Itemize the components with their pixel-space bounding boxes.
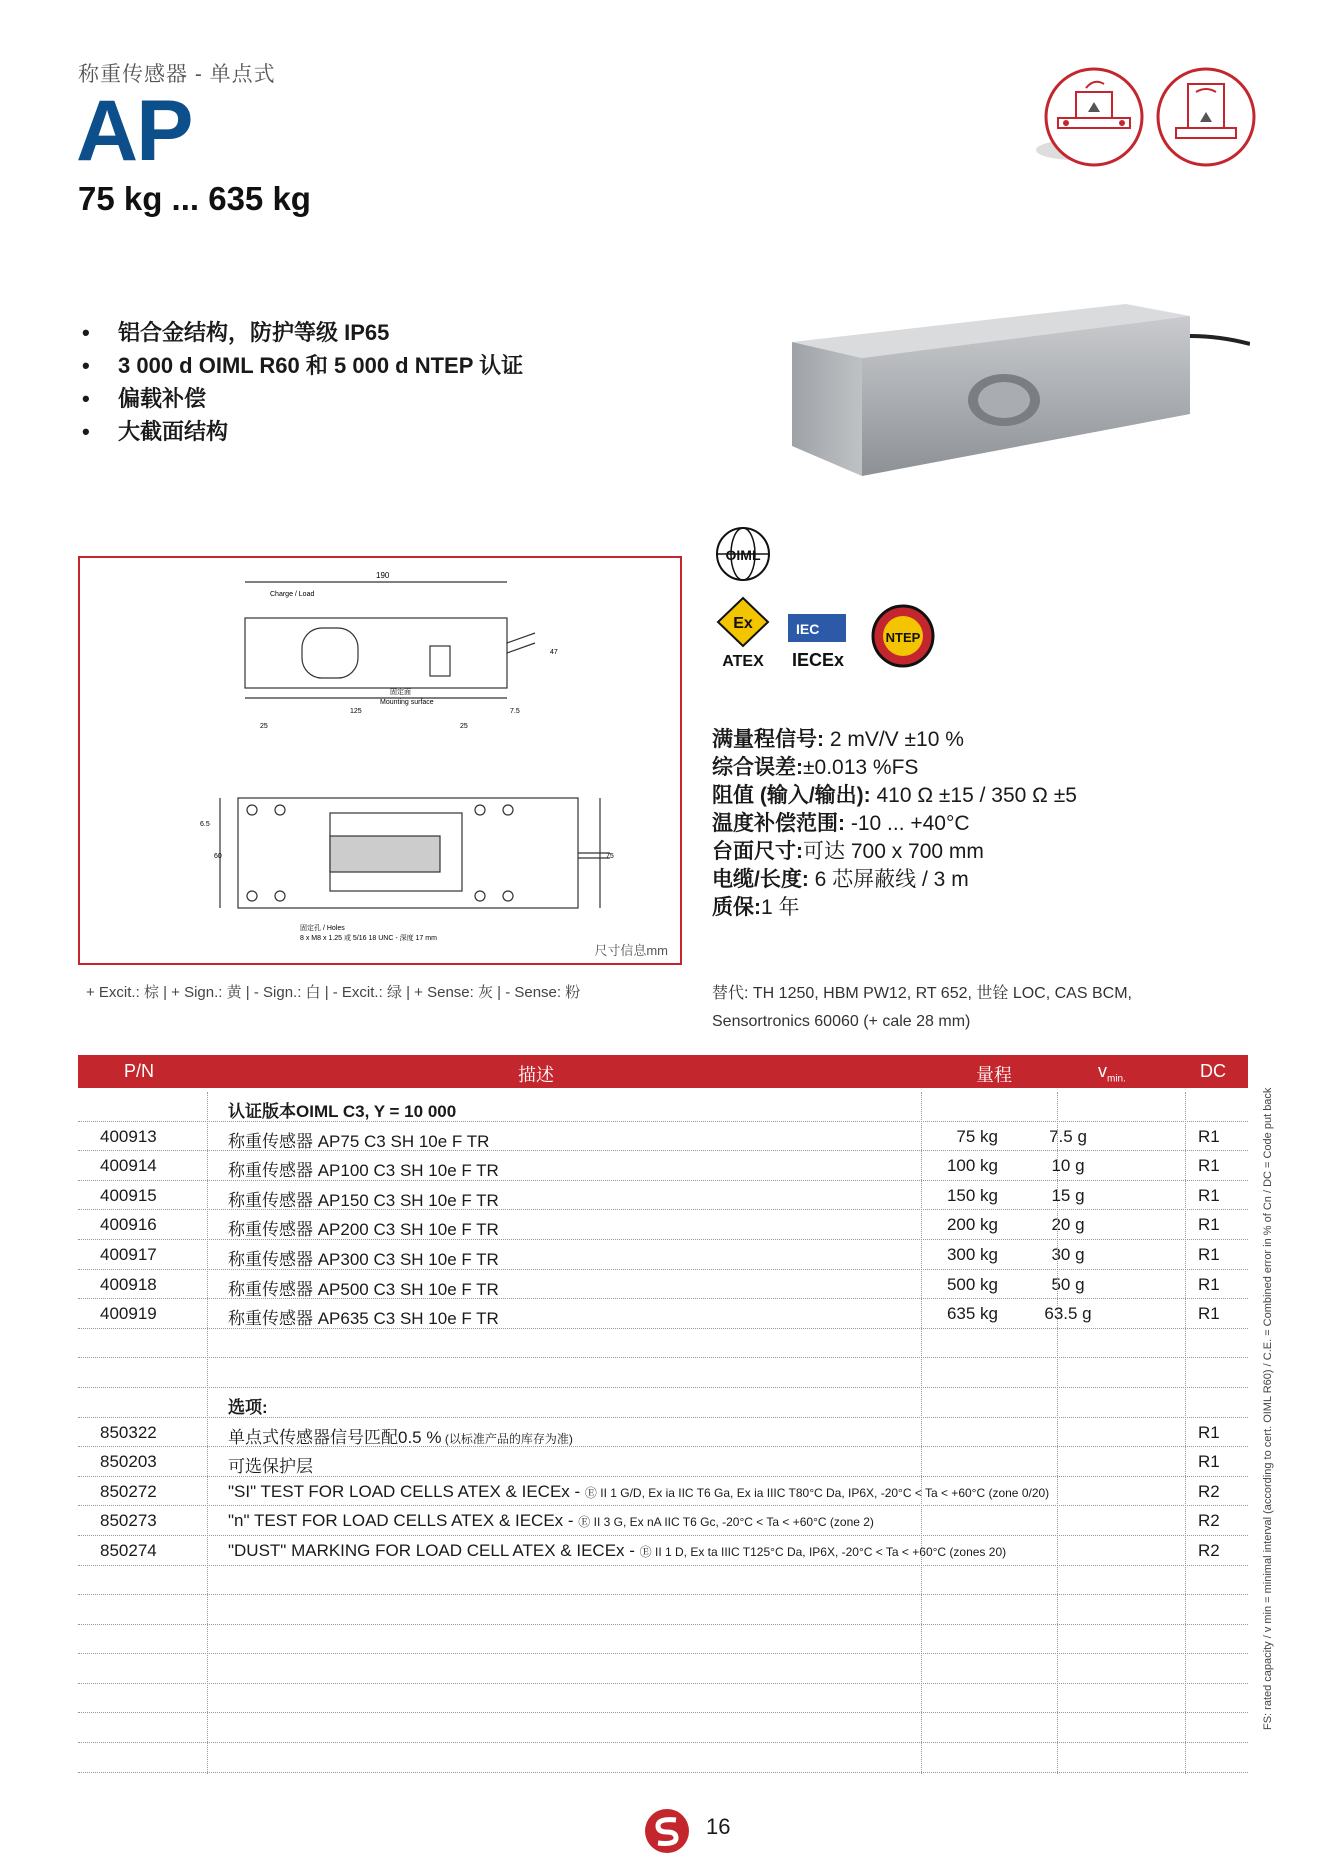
table-row (78, 1299, 1248, 1329)
cell-capacity: 200 kg (946, 1215, 998, 1235)
dim-mount-en: Mounting surface (380, 699, 434, 706)
table-row (78, 1329, 1248, 1359)
cell-description: 称重传感器 AP150 C3 SH 10e F TR (228, 1190, 499, 1210)
cell-description: 称重传感器 AP200 C3 SH 10e F TR (228, 1220, 499, 1240)
cell-description: 称重传感器 AP635 C3 SH 10e F TR (228, 1309, 499, 1329)
certification-logos (708, 524, 978, 674)
table-row (78, 1447, 1248, 1477)
table-header (78, 1055, 1248, 1088)
iec-label: IEC (796, 621, 820, 637)
company-logo (644, 1808, 690, 1854)
cell-capacity: 300 kg (946, 1244, 998, 1264)
dim-length: 190 (376, 571, 390, 580)
cell-vmin: 7.5 g (1049, 1126, 1087, 1146)
cell-capacity: 100 kg (946, 1156, 998, 1176)
cell-description: 称重传感器 AP75 C3 SH 10e F TR (228, 1131, 490, 1151)
table-row (78, 1388, 1248, 1418)
cell-dc: R1 (1198, 1244, 1220, 1264)
table-row (78, 1506, 1248, 1536)
header-dc: DC (1200, 1061, 1226, 1081)
cell-description: 选项: (228, 1397, 268, 1417)
page-number: 16 (706, 1814, 731, 1839)
spec-row: 温度补偿范围: -10 ... +40°C (712, 812, 970, 835)
feature-item: • 3 000 d OIML R60 和 5 000 d NTEP 认证 (82, 349, 523, 382)
cell-vmin: 10 g (1051, 1156, 1085, 1176)
cell-dc: R2 (1198, 1481, 1220, 1501)
cell-description-detail: Ⓔ II 1 D, Ex ta IIIC T125°C Da, IP6X, -20°C < Ta < +60°C (zones 20) (639, 1544, 1007, 1559)
feature-item: • 大截面结构 (82, 415, 523, 448)
cell-dc: R2 (1198, 1511, 1220, 1531)
column-divider (921, 1092, 922, 1774)
cell-pn: 400914 (100, 1156, 157, 1176)
cell-pn: 400917 (100, 1244, 157, 1264)
iecex-logo (788, 614, 846, 670)
dim-25b: 25 (460, 723, 468, 730)
table-row (78, 1270, 1248, 1300)
table-row (78, 1151, 1248, 1181)
cell-description-detail: (以标准产品的库存为准) (441, 1431, 573, 1446)
ntep-logo (873, 606, 933, 666)
cell-capacity: 75 kg (956, 1126, 998, 1146)
cell-pn: 850273 (100, 1511, 157, 1531)
column-divider (1057, 1092, 1058, 1774)
cell-description: 称重传感器 AP100 C3 SH 10e F TR (228, 1161, 499, 1181)
cell-pn: 850272 (100, 1481, 157, 1501)
cell-dc: R2 (1198, 1540, 1220, 1560)
cell-vmin: 63.5 g (1044, 1304, 1092, 1324)
capacity-range: 75 kg ... 635 kg (78, 180, 311, 217)
table-row (78, 1358, 1248, 1388)
table-row (78, 1654, 1248, 1684)
cell-capacity: 635 kg (946, 1304, 998, 1324)
side-footnote: FS: rated capacity / v min = minimal interval (according to cert. OIML R60) / C.E. = Combined error in % of Cn / DC = Code put back (1262, 1087, 1274, 1730)
dim-125: 125 (350, 708, 362, 715)
cell-dc: R1 (1198, 1126, 1220, 1146)
cell-capacity: 500 kg (946, 1274, 998, 1294)
cell-description-detail: Ⓔ II 3 G, Ex nA IIC T6 Gc, -20°C < Ta < +60°C (zone 2) (578, 1515, 874, 1530)
atex-logo (718, 598, 768, 670)
column-divider (1185, 1092, 1186, 1774)
replaces-note (712, 980, 1172, 1036)
cell-pn: 850203 (100, 1452, 157, 1472)
spec-row: 满量程信号: 2 mV/V ±10 % (712, 728, 964, 751)
table-row (78, 1566, 1248, 1596)
table-row (78, 1595, 1248, 1625)
table-row (78, 1240, 1248, 1270)
mounting-badges (1036, 62, 1262, 172)
table-row (78, 1092, 1248, 1122)
spec-row: 阻值 (输入/输出): 410 Ω ±15 / 350 Ω ±5 (712, 784, 1077, 807)
product-photo (786, 296, 1250, 478)
dimension-note: 尺寸信息mm (594, 943, 668, 958)
cell-dc: R1 (1198, 1304, 1220, 1324)
cell-vmin: 30 g (1051, 1244, 1085, 1264)
spec-row: 综合误差:±0.013 %FS (712, 756, 919, 779)
cell-description: 称重传感器 AP300 C3 SH 10e F TR (228, 1249, 499, 1269)
dim-mount-cn: 固定面 (390, 689, 411, 696)
dim-75: 7.5 (510, 708, 520, 715)
header-desc: 描述 (518, 1065, 554, 1085)
dim-65: 6.5 (200, 821, 210, 828)
cell-description: "SI" TEST FOR LOAD CELLS ATEX & IECEx - Ⓔ II 1 G/D, Ex ia IIC T6 Ga, Ex ia IIIC T80°C Da, IP6X, -20°C < Ta < +60°C (zone 0/20) (228, 1481, 1050, 1501)
cell-description-detail: Ⓔ II 1 G/D, Ex ia IIC T6 Ga, Ex ia IIIC T80°C Da, IP6X, -20°C < Ta < +60°C (zone 0/20) (584, 1485, 1050, 1500)
cell-description: 认证版本OIML C3, Y = 10 000 (228, 1102, 457, 1121)
cell-vmin: 50 g (1051, 1274, 1085, 1294)
feature-item: • 铝合金结构，防护等级 IP65 (82, 316, 523, 349)
table-row (78, 1210, 1248, 1240)
oiml-logo (717, 528, 769, 580)
cell-vmin: 15 g (1051, 1185, 1085, 1205)
dim-60: 60 (214, 853, 222, 860)
table-row (78, 1477, 1248, 1507)
replaces-line: Sensortronics 60060 (+ cale 28 mm) (712, 1013, 971, 1030)
spec-row: 质保:1 年 (712, 896, 800, 919)
spec-row: 台面尺寸:可达 700 x 700 mm (712, 840, 984, 863)
header-vmin: $v_{min.}$ (1098, 1061, 1126, 1085)
cell-dc: R1 (1198, 1422, 1220, 1442)
table-row (78, 1181, 1248, 1211)
dimension-drawing (78, 556, 682, 965)
dim-charge-label: Charge / Load (270, 591, 315, 598)
cell-description: 单点式传感器信号匹配0.5 % (以标准产品的库存为准) (228, 1427, 573, 1447)
cell-description: "n" TEST FOR LOAD CELLS ATEX & IECEx - Ⓔ II 3 G, Ex nA IIC T6 Gc, -20°C < Ta < +60°C (zone 2) (228, 1511, 874, 1531)
wire-color-legend: + Excit.: 棕 | + Sign.: 黄 | - Sign.: 白 | - Excit.: 绿 | + Sense: 灰 | - Sense: 粉 (86, 984, 581, 1001)
cell-capacity: 150 kg (946, 1185, 998, 1205)
cell-dc: R1 (1198, 1452, 1220, 1472)
header-pn: P/N (124, 1061, 155, 1081)
cell-pn: 400913 (100, 1126, 157, 1146)
cell-pn: 400915 (100, 1185, 157, 1205)
spec-list (712, 726, 1077, 922)
header-capacity: 量程 (976, 1065, 1012, 1085)
oiml-logo-text: OIML (725, 547, 761, 563)
table-row (78, 1122, 1248, 1152)
cell-description: 称重传感器 AP500 C3 SH 10e F TR (228, 1279, 499, 1299)
table-row (78, 1743, 1248, 1773)
iecex-label: IECEx (791, 650, 845, 670)
cell-dc: R1 (1198, 1215, 1220, 1235)
model-title: AP (76, 83, 192, 179)
table-row (78, 1625, 1248, 1655)
cell-description: 可选保护层 (228, 1457, 313, 1477)
svg-text:Ex: Ex (733, 615, 753, 632)
cell-pn: 850322 (100, 1422, 157, 1442)
spec-row: 电缆/长度: 6 芯屏蔽线 / 3 m (712, 868, 969, 891)
table-row (78, 1536, 1248, 1566)
cell-pn: 400916 (100, 1215, 157, 1235)
atex-label: ATEX (722, 653, 764, 670)
cell-dc: R1 (1198, 1274, 1220, 1294)
cell-pn: 400919 (100, 1304, 157, 1324)
product-table (78, 1092, 1248, 1773)
dim-holes-spec: 8 x M8 x 1.25 或 5/16 18 UNC - 深度 17 mm (300, 935, 437, 942)
technical-drawing (80, 558, 680, 963)
dim-height: 47 (550, 649, 558, 656)
dim-25a: 25 (260, 723, 268, 730)
cell-pn: 400918 (100, 1274, 157, 1294)
table-row (78, 1713, 1248, 1743)
feature-item: • 偏载补偿 (82, 382, 523, 415)
column-divider (207, 1092, 208, 1774)
replaces-line: 替代: TH 1250, HBM PW12, RT 652, 世铨 LOC, CAS BCM, (712, 985, 1132, 1002)
cell-dc: R1 (1198, 1156, 1220, 1176)
cell-pn: 850274 (100, 1540, 157, 1560)
cell-description: "DUST" MARKING FOR LOAD CELL ATEX & IECEx - Ⓔ II 1 D, Ex ta IIIC T125°C Da, IP6X, -20°C < Ta < +60°C (zones 20) (228, 1540, 1007, 1560)
dim-holes-label: 固定孔 / Holes (300, 925, 345, 932)
table-row (78, 1684, 1248, 1714)
dim-75b: 75 (606, 853, 614, 860)
cell-dc: R1 (1198, 1185, 1220, 1205)
category-label: 称重传感器 - 单点式 (78, 63, 276, 86)
cell-vmin: 20 g (1051, 1215, 1085, 1235)
ntep-label: NTEP (885, 630, 921, 645)
feature-list (82, 316, 523, 448)
table-row (78, 1418, 1248, 1448)
